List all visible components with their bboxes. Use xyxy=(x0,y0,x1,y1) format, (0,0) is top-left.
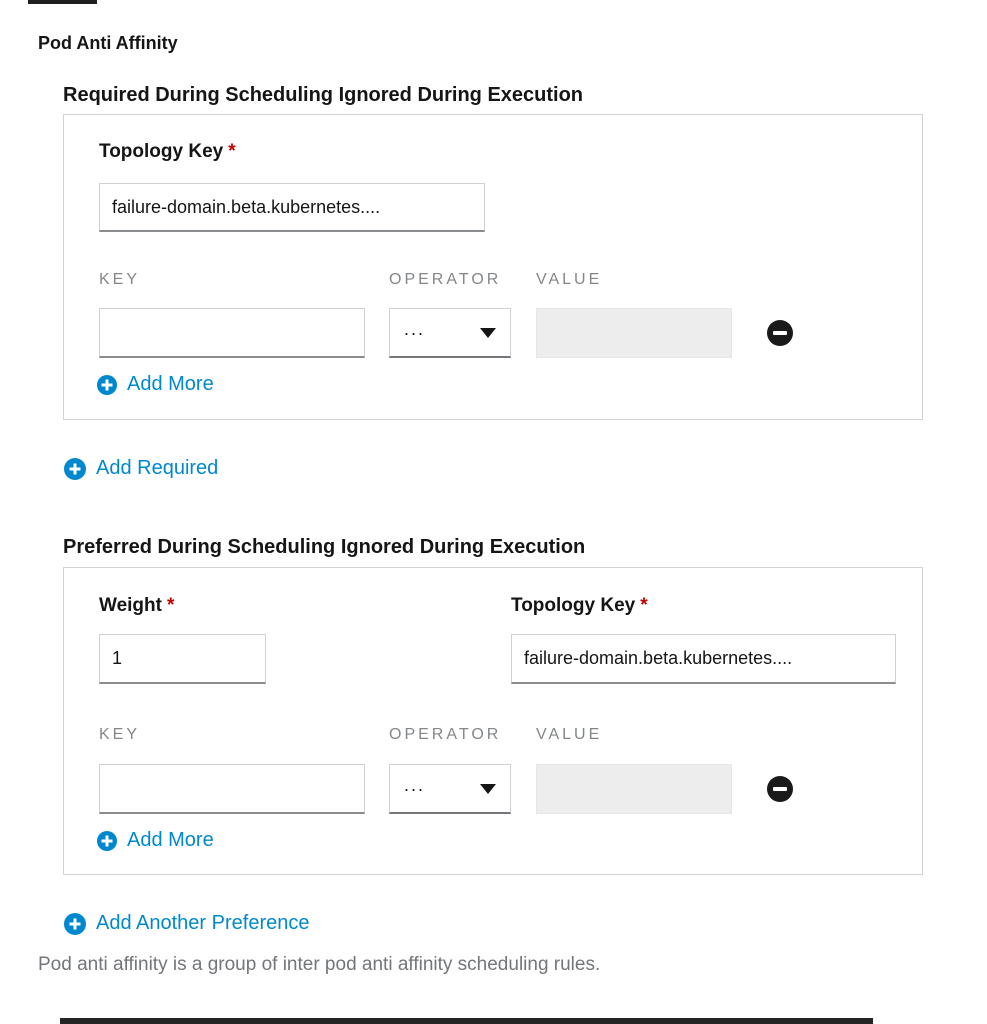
key-column-label: KEY xyxy=(99,726,141,743)
match-expression-value-input xyxy=(536,308,732,358)
value-column-label: VALUE xyxy=(536,726,603,743)
caret-down-icon xyxy=(480,784,496,794)
add-another-preference-button[interactable] xyxy=(64,912,309,935)
operator-column-label: OPERATOR xyxy=(389,726,502,743)
required-asterisk: * xyxy=(166,595,175,616)
required-section-heading: Required During Scheduling Ignored During Execution xyxy=(63,84,584,106)
operator-column-label: OPERATOR xyxy=(389,271,502,288)
operator-selected-value: ... xyxy=(404,318,426,339)
caret-down-icon xyxy=(480,328,496,338)
operator-selected-value: ... xyxy=(404,774,426,795)
topology-key-label-text: Topology Key xyxy=(99,141,224,162)
required-asterisk: * xyxy=(640,595,648,616)
plus-circle-icon xyxy=(97,375,117,395)
weight-label-text: Weight xyxy=(99,595,162,616)
plus-circle-icon xyxy=(97,831,117,851)
weight-label xyxy=(99,595,174,617)
preferred-rule-card xyxy=(63,567,923,875)
pod-anti-affinity-help-text: Pod anti affinity is a group of inter pod anti affinity scheduling rules. xyxy=(38,954,601,975)
cropped-bottom-fragment xyxy=(60,1018,873,1024)
topology-key-input[interactable] xyxy=(511,634,896,684)
add-another-preference-label: Add Another Preference xyxy=(96,912,310,934)
add-more-button[interactable] xyxy=(97,373,214,396)
weight-input[interactable] xyxy=(99,634,266,684)
add-required-label: Add Required xyxy=(96,457,219,479)
add-more-label: Add More xyxy=(127,373,214,395)
topology-key-label-text: Topology Key xyxy=(511,595,636,616)
remove-expression-button[interactable] xyxy=(767,320,793,346)
add-more-button[interactable] xyxy=(97,829,214,852)
value-column-label: VALUE xyxy=(536,271,603,288)
cropped-top-fragment xyxy=(28,0,97,4)
required-asterisk: * xyxy=(228,141,236,162)
match-expression-key-input[interactable] xyxy=(99,308,365,358)
topology-key-label xyxy=(99,141,236,163)
topology-key-label xyxy=(511,595,648,617)
key-column-label: KEY xyxy=(99,271,141,288)
remove-expression-button[interactable] xyxy=(767,776,793,802)
operator-dropdown[interactable] xyxy=(389,308,511,358)
operator-dropdown[interactable] xyxy=(389,764,511,814)
match-expression-key-input[interactable] xyxy=(99,764,365,814)
topology-key-input[interactable] xyxy=(99,183,485,232)
page-title: Pod Anti Affinity xyxy=(38,33,178,53)
plus-circle-icon xyxy=(64,913,86,935)
add-more-label: Add More xyxy=(127,829,214,851)
add-required-button[interactable] xyxy=(64,457,218,480)
match-expression-value-input xyxy=(536,764,732,814)
preferred-section-heading: Preferred During Scheduling Ignored During Execution xyxy=(63,536,586,558)
required-rule-card xyxy=(63,114,923,420)
plus-circle-icon xyxy=(64,458,86,480)
